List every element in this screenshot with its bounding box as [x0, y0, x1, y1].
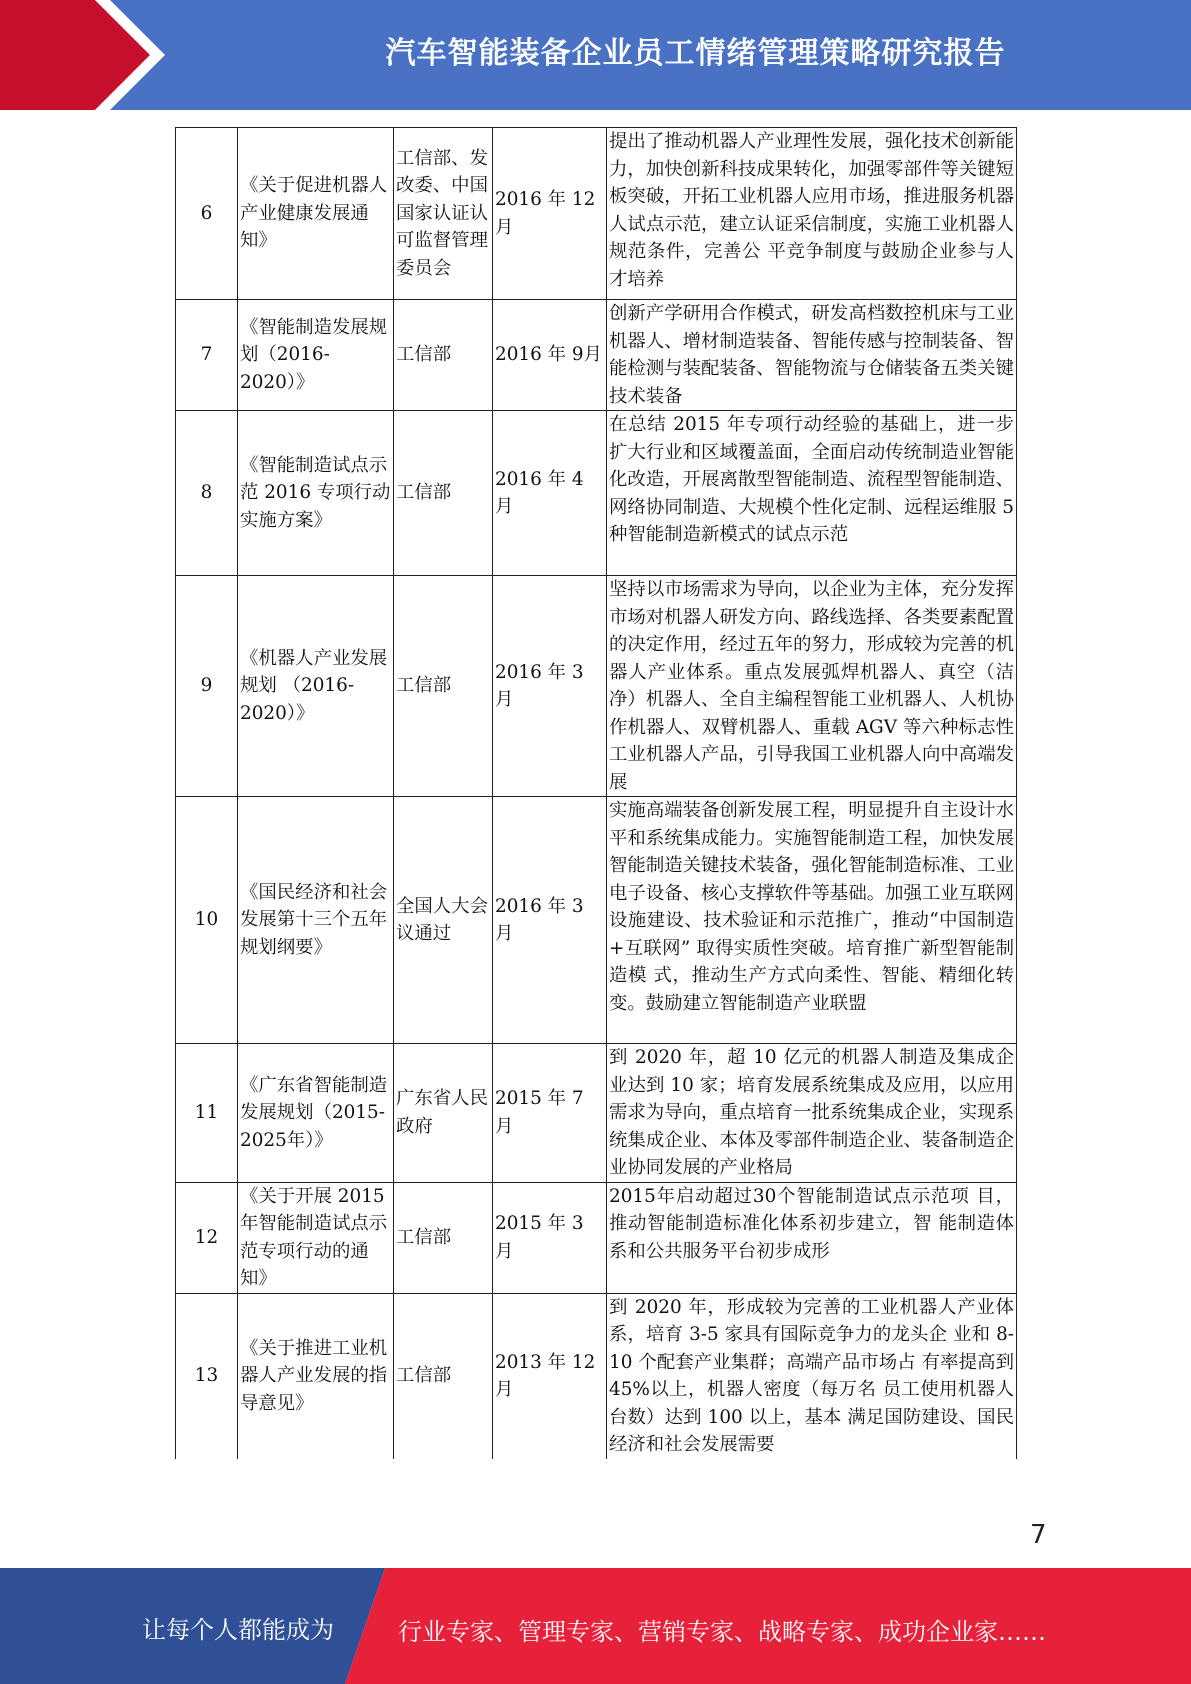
policy-name: 《关于推进工业机器人产业发展的指导意见》 [238, 1293, 394, 1459]
row-number: 12 [176, 1182, 238, 1293]
table-row [176, 1182, 1017, 1293]
row-number: 11 [176, 1044, 238, 1183]
row-number: 13 [176, 1293, 238, 1459]
table-row [176, 128, 1017, 300]
footer-slogan-right: 行业专家、管理专家、营销专家、战略专家、成功企业家…… [398, 1618, 1046, 1646]
policy-name: 《关于促进机器人产业健康发展通知》 [238, 128, 394, 300]
issue-date: 2016 年 3 月 [493, 797, 607, 1044]
issuing-department: 工信部、发改委、中国国家认证认可监督管理委员会 [394, 128, 493, 300]
row-number: 9 [176, 576, 238, 797]
issue-date: 2015 年 7 月 [493, 1044, 607, 1183]
row-number: 6 [176, 128, 238, 300]
table-row [176, 576, 1017, 797]
issue-date: 2016 年 12 月 [493, 128, 607, 300]
table-row [176, 411, 1017, 576]
policy-content: 2015年启动超过30个智能制造试点示范项 目，推动智能制造标准化体系初步建立，智 能制造体系和公共服务平台初步成形 [607, 1182, 1017, 1293]
issuing-department: 广东省人民政府 [394, 1044, 493, 1183]
row-number: 7 [176, 300, 238, 411]
policy-name: 《智能制造试点示范 2016 专项行动实施方案》 [238, 411, 394, 576]
row-number: 8 [176, 411, 238, 576]
policy-content: 在总结 2015 年专项行动经验的基础上，进一步扩大行业和区域覆盖面，全面启动传统制造业智能化改造，开展离散型智能制造、流程型智能制造、网络协同制造、大规模个性化定制、远程运维服 5 种智能制造新模式的试点示范 [607, 411, 1017, 576]
policy-name: 《关于开展 2015 年智能制造试点示范专项行动的通知》 [238, 1182, 394, 1293]
policy-table [175, 127, 1017, 1459]
footer-slogan-left: 让每个人都能成为 [142, 1616, 334, 1644]
policy-name: 《广东省智能制造发展规划（2015-2025年）》 [238, 1044, 394, 1183]
page-footer [0, 1568, 1191, 1684]
issuing-department: 工信部 [394, 411, 493, 576]
policy-content: 到 2020 年，超 10 亿元的机器人制造及集成企业达到 10 家；培育发展系统集成及应用，以应用需求为导向，重点培育一批系统集成企业，实现系统集成企业、本体及零部件制造企业、装备制造企业协同发展的产业格局 [607, 1044, 1017, 1183]
policy-content: 坚持以市场需求为导向，以企业为主体，充分发挥市场对机器人研发方向、路线选择、各类要素配置的决定作用，经过五年的努力，形成较为完善的机器人产业体系。重点发展弧焊机器人、真空（洁净）机器人、全自主编程智能工业机器人、人机协作机器人、双臂机器人、重载 AGV 等六种标志性工业机器人产品，引导我国工业机器人向中高端发展 [607, 576, 1017, 797]
issuing-department: 全国人大会议通过 [394, 797, 493, 1044]
issuing-department: 工信部 [394, 576, 493, 797]
page-number: 7 [1030, 1520, 1047, 1550]
policy-name: 《智能制造发展规划（2016-2020）》 [238, 300, 394, 411]
page-header [0, 0, 1191, 110]
issue-date: 2016 年 3 月 [493, 576, 607, 797]
table-row [176, 797, 1017, 1044]
policy-content: 创新产学研用合作模式，研发高档数控机床与工业机器人、增材制造装备、智能传感与控制装备、智能检测与装配装备、智能物流与仓储装备五类关键技术装备 [607, 300, 1017, 411]
issue-date: 2016 年 9月 [493, 300, 607, 411]
policy-content: 提出了推动机器人产业理性发展，强化技术创新能力，加快创新科技成果转化，加强零部件等关键短板突破，开拓工业机器人应用市场，推进服务机器人试点示范，建立认证采信制度，实施工业机器人规范条件，完善公 平竞争制度与鼓励企业参与人才培养 [607, 128, 1017, 300]
policy-name: 《国民经济和社会发展第十三个五年规划纲要》 [238, 797, 394, 1044]
table-row [176, 1044, 1017, 1183]
policy-content: 到 2020 年，形成较为完善的工业机器人产业体系，培育 3-5 家具有国际竞争力的龙头企 业和 8-10 个配套产业集群；高端产品市场占 有率提高到 45%以上，机器人密度（每万名 员工使用机器人台数）达到 100 以上，基本 满足国防建设、国民经济和社会发展需要 [607, 1293, 1017, 1459]
issue-date: 2013 年 12 月 [493, 1293, 607, 1459]
header-title: 汽车智能装备企业员工情绪管理策略研究报告 [385, 36, 1006, 71]
issuing-department: 工信部 [394, 1182, 493, 1293]
policy-content: 实施高端装备创新发展工程，明显提升自主设计水平和系统集成能力。实施智能制造工程，加快发展智能制造关键技术装备，强化智能制造标准、工业电子设备、核心支撑软件等基础。加强工业互联网设施建设、技术验证和示范推广，推动“中国制造+互联网” 取得实质性突破。培育推广新型智能制造模 式，推动生产方式向柔性、智能、精细化转 变。鼓励建立智能制造产业联盟 [607, 797, 1017, 1044]
issuing-department: 工信部 [394, 1293, 493, 1459]
table-row [176, 1293, 1017, 1459]
table-row [176, 300, 1017, 411]
issue-date: 2015 年 3 月 [493, 1182, 607, 1293]
issue-date: 2016 年 4 月 [493, 411, 607, 576]
policy-name: 《机器人产业发展规划 （2016-2020）》 [238, 576, 394, 797]
row-number: 10 [176, 797, 238, 1044]
issuing-department: 工信部 [394, 300, 493, 411]
